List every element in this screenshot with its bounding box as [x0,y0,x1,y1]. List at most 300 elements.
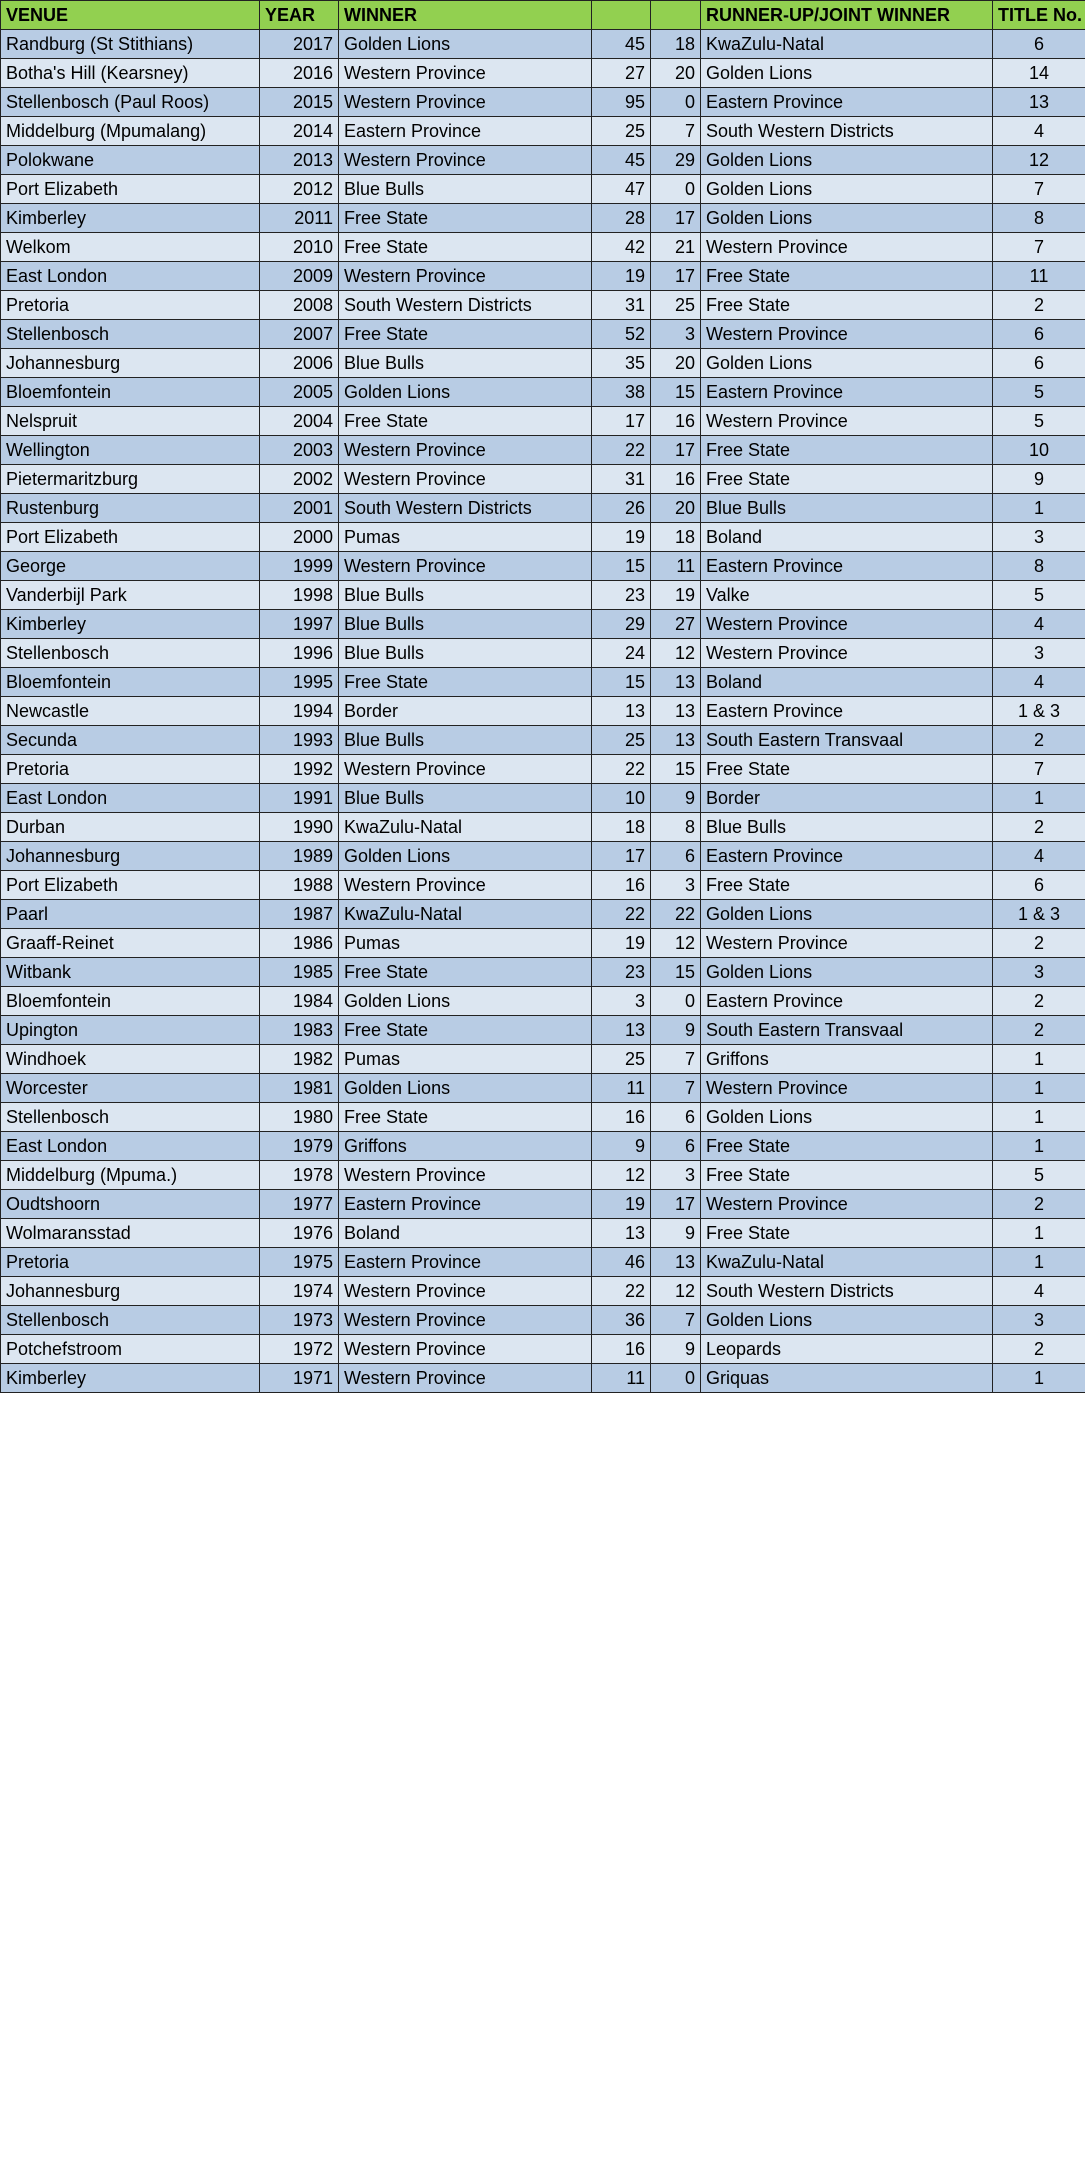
cell-runner-up: Eastern Province [701,987,993,1016]
cell-runner-up-score: 19 [651,581,701,610]
table-row [1,117,1085,146]
cell-title-no: 12 [993,146,1085,175]
cell-runner-up: Western Province [701,320,993,349]
table-row [1,581,1085,610]
cell-title-no: 11 [993,262,1085,291]
cell-winner: Western Province [339,465,592,494]
cell-winner: Free State [339,407,592,436]
cell-title-no: 7 [993,233,1085,262]
cell-winner: KwaZulu-Natal [339,813,592,842]
table-row [1,755,1085,784]
cell-title-no: 10 [993,436,1085,465]
cell-winner: Pumas [339,1045,592,1074]
cell-runner-up-score: 12 [651,639,701,668]
cell-year: 1982 [260,1045,339,1074]
cell-venue: Kimberley [1,1364,260,1393]
table-row [1,987,1085,1016]
cell-year: 2000 [260,523,339,552]
cell-year: 1997 [260,610,339,639]
cell-winner-score: 16 [592,871,651,900]
cell-title-no: 2 [993,929,1085,958]
cell-year: 1984 [260,987,339,1016]
cell-title-no: 5 [993,407,1085,436]
cell-year: 1994 [260,697,339,726]
cell-venue: Nelspruit [1,407,260,436]
cell-winner-score: 13 [592,697,651,726]
cell-runner-up: Golden Lions [701,204,993,233]
header-runner-up: RUNNER-UP/JOINT WINNER [701,1,993,30]
cell-title-no: 1 [993,1364,1085,1393]
cell-runner-up-score: 9 [651,1219,701,1248]
cell-year: 1981 [260,1074,339,1103]
cell-runner-up-score: 9 [651,1016,701,1045]
cell-winner: Free State [339,1103,592,1132]
cell-runner-up-score: 15 [651,958,701,987]
cell-venue: Witbank [1,958,260,987]
cell-winner: Western Province [339,1277,592,1306]
cell-runner-up-score: 17 [651,204,701,233]
cell-winner: Eastern Province [339,1248,592,1277]
cell-winner: Blue Bulls [339,784,592,813]
cell-venue: Stellenbosch [1,1103,260,1132]
table-row [1,30,1085,59]
cell-year: 1972 [260,1335,339,1364]
cell-winner: Golden Lions [339,378,592,407]
cell-runner-up: Free State [701,291,993,320]
cell-title-no: 1 [993,1074,1085,1103]
cell-runner-up-score: 16 [651,465,701,494]
cell-venue: Johannesburg [1,842,260,871]
cell-venue: Randburg (St Stithians) [1,30,260,59]
table-row [1,349,1085,378]
cell-runner-up: Eastern Province [701,697,993,726]
table-row [1,668,1085,697]
cell-runner-up-score: 3 [651,320,701,349]
cell-title-no: 6 [993,320,1085,349]
cell-winner-score: 22 [592,436,651,465]
cell-winner: Pumas [339,929,592,958]
cell-runner-up: Golden Lions [701,1103,993,1132]
header-score-winner [592,1,651,30]
cell-winner: Golden Lions [339,842,592,871]
cell-runner-up-score: 11 [651,552,701,581]
cell-venue: Bloemfontein [1,378,260,407]
cell-venue: Polokwane [1,146,260,175]
cell-runner-up-score: 20 [651,349,701,378]
cell-venue: Pretoria [1,1248,260,1277]
cell-runner-up: Eastern Province [701,842,993,871]
cell-title-no: 3 [993,958,1085,987]
cell-title-no: 8 [993,552,1085,581]
cell-title-no: 4 [993,610,1085,639]
table-row [1,146,1085,175]
table-row [1,465,1085,494]
cell-venue: Port Elizabeth [1,871,260,900]
cell-winner-score: 19 [592,262,651,291]
table-row [1,813,1085,842]
cell-runner-up-score: 13 [651,1248,701,1277]
cell-runner-up-score: 0 [651,175,701,204]
cell-winner-score: 11 [592,1074,651,1103]
cell-winner-score: 45 [592,146,651,175]
cell-winner: KwaZulu-Natal [339,900,592,929]
cell-winner-score: 17 [592,842,651,871]
cell-winner-score: 23 [592,581,651,610]
cell-runner-up-score: 7 [651,1074,701,1103]
cell-venue: Bloemfontein [1,987,260,1016]
cell-winner-score: 52 [592,320,651,349]
cell-venue: Stellenbosch [1,320,260,349]
table-row [1,1045,1085,1074]
cell-winner-score: 22 [592,1277,651,1306]
cell-year: 1985 [260,958,339,987]
cell-runner-up: Golden Lions [701,900,993,929]
cell-year: 2017 [260,30,339,59]
cell-year: 1996 [260,639,339,668]
cell-year: 1990 [260,813,339,842]
cell-winner: Blue Bulls [339,610,592,639]
cell-year: 1971 [260,1364,339,1393]
cell-winner-score: 36 [592,1306,651,1335]
cell-year: 1980 [260,1103,339,1132]
cell-winner: Border [339,697,592,726]
cell-winner-score: 19 [592,523,651,552]
cell-winner-score: 25 [592,726,651,755]
cell-winner: South Western Districts [339,494,592,523]
cell-title-no: 6 [993,349,1085,378]
cell-title-no: 1 [993,1219,1085,1248]
table-row [1,784,1085,813]
cell-winner: Western Province [339,755,592,784]
cell-runner-up-score: 12 [651,929,701,958]
cell-year: 2010 [260,233,339,262]
cell-title-no: 1 & 3 [993,900,1085,929]
cell-runner-up: Western Province [701,639,993,668]
cell-year: 1988 [260,871,339,900]
cell-title-no: 1 [993,784,1085,813]
cell-year: 2002 [260,465,339,494]
cell-winner: Western Province [339,1335,592,1364]
cell-venue: Pretoria [1,755,260,784]
cell-runner-up-score: 0 [651,88,701,117]
cell-winner-score: 12 [592,1161,651,1190]
cell-runner-up: Blue Bulls [701,813,993,842]
cell-title-no: 5 [993,1161,1085,1190]
cell-winner-score: 10 [592,784,651,813]
table-row [1,175,1085,204]
cell-winner: Eastern Province [339,1190,592,1219]
table-row [1,233,1085,262]
cell-winner: Eastern Province [339,117,592,146]
cell-venue: Kimberley [1,610,260,639]
cell-runner-up: South Western Districts [701,1277,993,1306]
cell-winner-score: 29 [592,610,651,639]
cell-title-no: 4 [993,668,1085,697]
cell-venue: Pretoria [1,291,260,320]
cell-runner-up: Golden Lions [701,1306,993,1335]
table-row [1,697,1085,726]
cell-runner-up: KwaZulu-Natal [701,1248,993,1277]
cell-winner: Free State [339,320,592,349]
cell-runner-up: South Eastern Transvaal [701,1016,993,1045]
cell-year: 1999 [260,552,339,581]
cell-runner-up-score: 27 [651,610,701,639]
cell-runner-up-score: 17 [651,436,701,465]
cell-title-no: 7 [993,175,1085,204]
cell-runner-up: Golden Lions [701,146,993,175]
cell-runner-up: Golden Lions [701,958,993,987]
cell-runner-up-score: 6 [651,1132,701,1161]
cell-year: 1975 [260,1248,339,1277]
table-row [1,1016,1085,1045]
cell-year: 1991 [260,784,339,813]
cell-runner-up: Free State [701,871,993,900]
cell-winner: Western Province [339,436,592,465]
table-row [1,1103,1085,1132]
cell-venue: Welkom [1,233,260,262]
cell-venue: Bloemfontein [1,668,260,697]
cell-year: 1983 [260,1016,339,1045]
header-score-runner-up [651,1,701,30]
cell-year: 2005 [260,378,339,407]
table-row [1,523,1085,552]
cell-venue: East London [1,262,260,291]
cell-year: 2016 [260,59,339,88]
table-row [1,1074,1085,1103]
cell-runner-up-score: 8 [651,813,701,842]
header-year: YEAR [260,1,339,30]
cell-title-no: 1 [993,1103,1085,1132]
cell-venue: Newcastle [1,697,260,726]
cell-runner-up: Blue Bulls [701,494,993,523]
cell-year: 2001 [260,494,339,523]
cell-venue: Botha's Hill (Kearsney) [1,59,260,88]
cell-title-no: 1 [993,1248,1085,1277]
table-row [1,929,1085,958]
cell-venue: Stellenbosch (Paul Roos) [1,88,260,117]
cell-venue: Wolmaransstad [1,1219,260,1248]
cell-winner: Blue Bulls [339,175,592,204]
cell-winner: Pumas [339,523,592,552]
cell-winner-score: 38 [592,378,651,407]
cell-runner-up-score: 13 [651,668,701,697]
cell-venue: Durban [1,813,260,842]
table-row [1,1190,1085,1219]
cell-winner: Free State [339,1016,592,1045]
cell-runner-up: Boland [701,668,993,697]
cell-winner-score: 15 [592,552,651,581]
table-row [1,320,1085,349]
cell-winner: Free State [339,958,592,987]
cell-runner-up-score: 9 [651,1335,701,1364]
cell-title-no: 1 & 3 [993,697,1085,726]
cell-winner: Western Province [339,1161,592,1190]
cell-title-no: 7 [993,755,1085,784]
cell-winner: Griffons [339,1132,592,1161]
table-row [1,552,1085,581]
cell-year: 1977 [260,1190,339,1219]
cell-runner-up-score: 6 [651,842,701,871]
table-row [1,407,1085,436]
cell-runner-up-score: 20 [651,59,701,88]
cell-runner-up-score: 25 [651,291,701,320]
cell-winner-score: 13 [592,1016,651,1045]
cell-venue: Oudtshoorn [1,1190,260,1219]
cell-winner-score: 95 [592,88,651,117]
cell-venue: George [1,552,260,581]
cell-venue: Wellington [1,436,260,465]
cell-venue: Johannesburg [1,349,260,378]
cell-venue: Stellenbosch [1,639,260,668]
cell-winner-score: 19 [592,1190,651,1219]
cell-runner-up: South Eastern Transvaal [701,726,993,755]
cell-winner-score: 11 [592,1364,651,1393]
cell-winner-score: 19 [592,929,651,958]
cell-runner-up: Western Province [701,1074,993,1103]
cell-year: 1998 [260,581,339,610]
cell-runner-up-score: 7 [651,1045,701,1074]
cell-winner-score: 31 [592,465,651,494]
cell-runner-up-score: 17 [651,262,701,291]
cell-runner-up-score: 20 [651,494,701,523]
cell-runner-up-score: 17 [651,1190,701,1219]
cell-winner: Blue Bulls [339,349,592,378]
cell-winner: Blue Bulls [339,639,592,668]
cell-runner-up-score: 3 [651,871,701,900]
cell-runner-up: Golden Lions [701,59,993,88]
cell-winner: Blue Bulls [339,581,592,610]
cell-winner: Western Province [339,88,592,117]
table-row [1,204,1085,233]
cell-venue: Potchefstroom [1,1335,260,1364]
cell-winner: Golden Lions [339,987,592,1016]
cell-winner-score: 3 [592,987,651,1016]
cell-year: 2009 [260,262,339,291]
cell-title-no: 1 [993,1045,1085,1074]
cell-venue: Secunda [1,726,260,755]
cell-year: 1973 [260,1306,339,1335]
table-row [1,1335,1085,1364]
cell-title-no: 8 [993,204,1085,233]
cell-runner-up: Griffons [701,1045,993,1074]
cell-venue: Port Elizabeth [1,175,260,204]
header-title-no: TITLE No. [993,1,1085,30]
cell-venue: Middelburg (Mpumalang) [1,117,260,146]
cell-title-no: 1 [993,1132,1085,1161]
cell-venue: Stellenbosch [1,1306,260,1335]
cell-runner-up-score: 13 [651,726,701,755]
cell-title-no: 2 [993,1016,1085,1045]
cell-winner-score: 9 [592,1132,651,1161]
cell-title-no: 5 [993,581,1085,610]
table-row [1,639,1085,668]
cell-winner-score: 16 [592,1103,651,1132]
cell-winner: Boland [339,1219,592,1248]
cell-runner-up: Western Province [701,407,993,436]
cell-winner-score: 23 [592,958,651,987]
cell-venue: Johannesburg [1,1277,260,1306]
cell-runner-up: KwaZulu-Natal [701,30,993,59]
cell-winner: Western Province [339,1306,592,1335]
table-row [1,59,1085,88]
cell-runner-up-score: 18 [651,30,701,59]
cell-winner-score: 24 [592,639,651,668]
cell-runner-up: Free State [701,436,993,465]
cell-venue: Windhoek [1,1045,260,1074]
cell-winner: Free State [339,204,592,233]
table-row [1,958,1085,987]
cell-winner-score: 28 [592,204,651,233]
table-row [1,1161,1085,1190]
table-row [1,378,1085,407]
cell-runner-up-score: 15 [651,378,701,407]
cell-title-no: 9 [993,465,1085,494]
cell-winner-score: 27 [592,59,651,88]
cell-winner-score: 22 [592,900,651,929]
cell-runner-up: Eastern Province [701,88,993,117]
cell-venue: Kimberley [1,204,260,233]
table-row [1,842,1085,871]
cell-winner-score: 18 [592,813,651,842]
cell-year: 1995 [260,668,339,697]
cell-title-no: 2 [993,813,1085,842]
cell-runner-up-score: 0 [651,1364,701,1393]
table-row [1,88,1085,117]
cell-year: 1992 [260,755,339,784]
cell-winner-score: 35 [592,349,651,378]
cell-winner-score: 26 [592,494,651,523]
cell-winner-score: 42 [592,233,651,262]
cell-venue: Rustenburg [1,494,260,523]
cell-year: 1979 [260,1132,339,1161]
cell-venue: Pietermaritzburg [1,465,260,494]
cell-year: 1986 [260,929,339,958]
cell-title-no: 4 [993,842,1085,871]
table-row [1,1219,1085,1248]
cell-winner-score: 46 [592,1248,651,1277]
cell-winner-score: 13 [592,1219,651,1248]
cell-year: 2014 [260,117,339,146]
cell-venue: Worcester [1,1074,260,1103]
cell-runner-up-score: 0 [651,987,701,1016]
cell-title-no: 1 [993,494,1085,523]
cell-year: 1976 [260,1219,339,1248]
cell-runner-up-score: 12 [651,1277,701,1306]
cell-runner-up: Western Province [701,233,993,262]
table-row [1,1248,1085,1277]
cell-winner: Western Province [339,552,592,581]
cell-runner-up-score: 7 [651,1306,701,1335]
cell-runner-up: Eastern Province [701,552,993,581]
cell-venue: East London [1,784,260,813]
cell-runner-up: Border [701,784,993,813]
cell-title-no: 3 [993,639,1085,668]
cell-title-no: 2 [993,291,1085,320]
cell-runner-up-score: 15 [651,755,701,784]
cell-title-no: 4 [993,117,1085,146]
cell-runner-up: Eastern Province [701,378,993,407]
cell-year: 2012 [260,175,339,204]
table-row [1,1364,1085,1393]
cell-year: 1974 [260,1277,339,1306]
cell-winner-score: 25 [592,1045,651,1074]
cell-runner-up: Free State [701,262,993,291]
header-venue: VENUE [1,1,260,30]
cell-venue: Middelburg (Mpuma.) [1,1161,260,1190]
cell-title-no: 3 [993,1306,1085,1335]
table-body [1,30,1085,1393]
table-row [1,291,1085,320]
